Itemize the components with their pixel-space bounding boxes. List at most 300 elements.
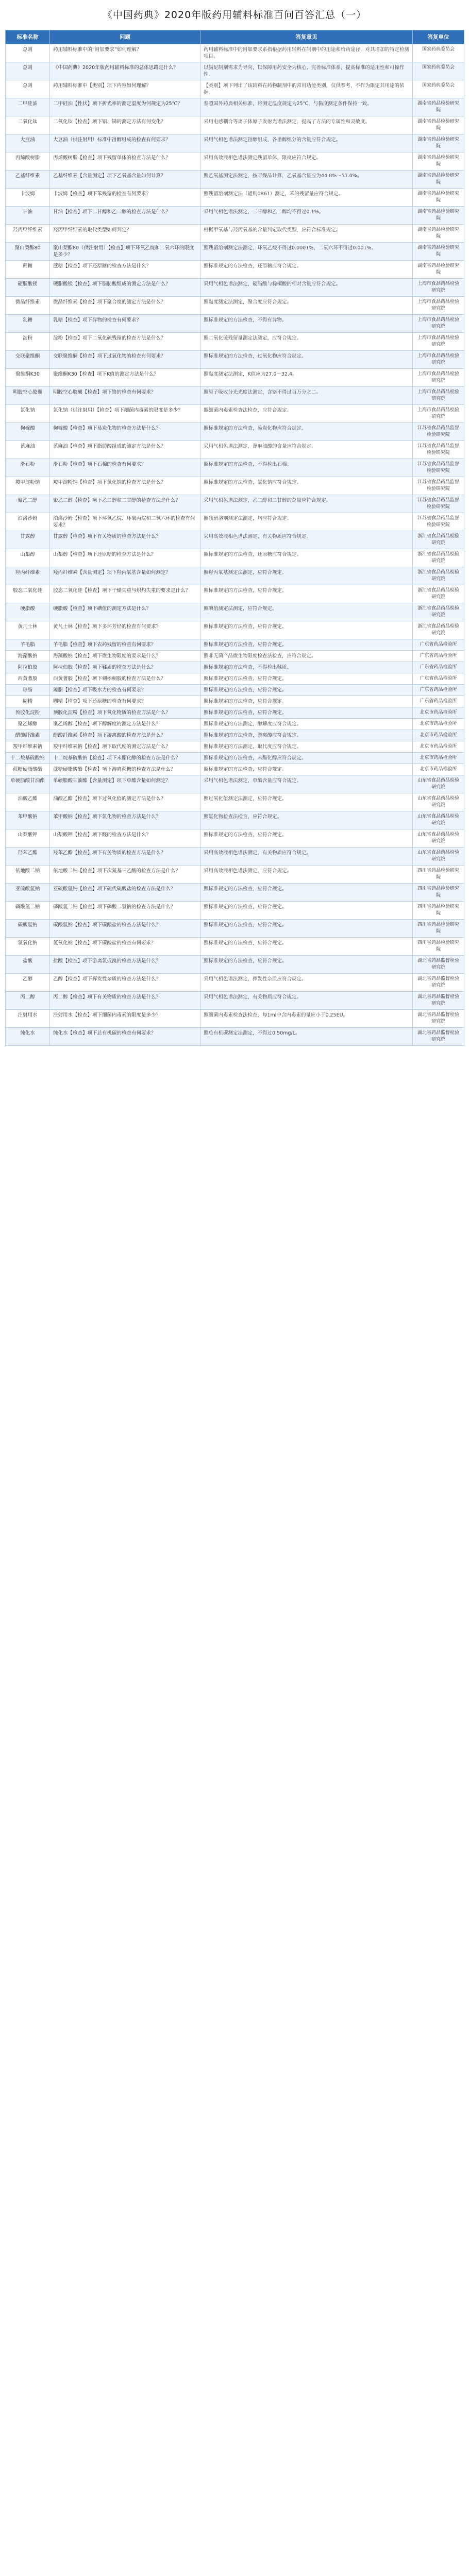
table-row [6,459,464,477]
source-cell: 山东省食品药品检验研究院 [413,793,464,811]
source-cell: 浙江省食品药品检验研究院 [413,603,464,621]
question-cell: 注射用水【检查】项下细菌内毒素的限度是多少？ [50,1010,200,1028]
table-row [6,793,464,811]
standard-name-cell: 羟苯乙酯 [6,848,50,866]
source-cell: 上海市食品药品检验研究院 [413,279,464,297]
table-row [6,225,464,243]
question-cell: 羟丙甲纤维素的取代类型如何判定？ [50,225,200,243]
table-row [6,1028,464,1046]
table-row [6,207,464,225]
question-cell: 药用辅料标准中的“附加要求”如何理解？ [50,44,200,62]
answer-cell: 采用气相色谱法测定，单酯含量应符合规定。 [200,775,413,793]
standard-name-cell: 琼脂 [6,685,50,696]
source-cell: 湖北省药品监督检验研究院 [413,956,464,974]
source-cell: 湖北省药品监督检验研究院 [413,1028,464,1046]
source-cell: 上海市食品药品检验研究院 [413,369,464,387]
standard-name-cell: 总则 [6,44,50,62]
question-cell: 聚乙烯醇【检查】项下醇解度的测定方法是什么？ [50,719,200,730]
table-row [6,775,464,793]
question-cell: 蔗糖硬脂酸酯【检查】项下游离蔗糖的检查方法是什么？ [50,764,200,775]
page-title: 《中国药典》2020年版药用辅料标准百问百答汇总（一） [102,9,367,21]
column-header-source: 答复单位 [413,30,464,44]
standard-name-cell: 蓖麻油 [6,441,50,459]
table-row [6,567,464,585]
answer-cell: 照碘值测定法测定，应符合规定。 [200,603,413,621]
question-cell: 山梨酸钾【检查】项下醛的检查方法是什么？ [50,829,200,848]
table-row [6,279,464,297]
answer-cell: 采用气相色谱法测定，二甘醇和乙二醇均不得过0.1%。 [200,207,413,225]
standard-name-cell: 十二烷基硫酸钠 [6,753,50,764]
source-cell: 北京市药品检验所 [413,741,464,753]
standard-name-cell: 甘油 [6,207,50,225]
answer-cell: 照标准规定的方法检查，应符合规定。 [200,920,413,938]
answer-cell: 采用气相色谱法测定，挥发性杂质应符合规定。 [200,974,413,992]
standard-name-cell: 大豆油 [6,134,50,152]
standard-name-cell: 羟丙甲纤维素 [6,225,50,243]
table-row [6,98,464,116]
standard-name-cell: 注射用水 [6,1010,50,1028]
standard-name-cell: 亚硫酸氢钠 [6,884,50,902]
table-row [6,884,464,902]
table-row [6,673,464,685]
question-cell: 蓖麻油【检查】项下脂肪酸组成的测定方法是什么？ [50,441,200,459]
answer-cell: 照标准规定的方法检查，应符合规定。 [200,639,413,651]
table-row [6,685,464,696]
answer-cell: 照标准规定的方法检查，应符合规定。 [200,829,413,848]
standard-name-cell: 山梨酸钾 [6,829,50,848]
source-cell: 湖北省药品监督检验研究院 [413,992,464,1010]
question-cell: 二甲硅油【性状】项下折光率的测定温度为何规定为25℃？ [50,98,200,116]
answer-cell: 照原子吸收分光光度法测定，含铬不得过百万分之二。 [200,387,413,405]
standard-name-cell: 总则 [6,62,50,80]
answer-cell: 照标准规定的方法检查，过氧化物应符合规定。 [200,351,413,369]
question-cell: 胶态二氧化硅【检查】项下干燥失重与炽灼失重的要求是什么？ [50,585,200,603]
table-row [6,662,464,673]
table-row [6,369,464,387]
source-cell: 湖南省药品检验研究院 [413,207,464,225]
question-cell: 乳糖【检查】项下异物的检查有何要求？ [50,315,200,333]
standard-name-cell: 总则 [6,80,50,98]
standard-name-cell: 聚乙烯醇 [6,719,50,730]
standard-name-cell: 羧甲纤维素钠 [6,741,50,753]
answer-cell: 照标准规定的方法检查，不得有异物。 [200,315,413,333]
source-cell: 浙江省食品药品检验研究院 [413,549,464,567]
question-cell: 羊毛脂【检查】项下农药残留的检查有何要求？ [50,639,200,651]
table-row [6,974,464,992]
question-cell: 亚硫酸氢钠【检查】项下硫代硫酸盐的检查方法是什么？ [50,884,200,902]
question-cell: 氢氧化钠【检查】项下碳酸盐的检查有何要求？ [50,938,200,956]
source-cell: 湖南省药品检验研究院 [413,225,464,243]
standard-name-cell: 甘露醇 [6,531,50,549]
standard-name-cell: 枸橼酸 [6,423,50,441]
answer-cell: 参照国外药典相关标准，将测定温度规定为25℃，与黏度测定条件保持一致。 [200,98,413,116]
source-cell: 广东省药品检验所 [413,651,464,662]
answer-cell: 采用高效液相色谱法测定残留单体，限度应符合规定。 [200,152,413,171]
source-cell: 湖北省药品监督检验研究院 [413,1010,464,1028]
table-row [6,189,464,207]
answer-cell: 照标准规定的方法测定，醇解度应符合规定。 [200,719,413,730]
source-cell: 山东省食品药品检验研究院 [413,775,464,793]
standard-name-cell: 苯甲酸钠 [6,811,50,829]
answer-cell: 照细菌内毒素检查法检查，应符合规定。 [200,405,413,423]
answer-cell: 采用气相色谱法测定甾醇组成，各甾醇组分的含量应符合规定。 [200,134,413,152]
source-cell: 四川省药品检验研究院 [413,938,464,956]
source-cell: 广东省药品检验所 [413,696,464,707]
table-row [6,261,464,279]
table-row [6,696,464,707]
standard-name-cell: 黄凡士林 [6,621,50,639]
standard-name-cell: 明胶空心胶囊 [6,387,50,405]
question-cell: 羧甲纤维素钠【检查】项下取代度的测定方法是什么？ [50,741,200,753]
source-cell: 北京市药品检验所 [413,730,464,741]
answer-cell: 照羟丙氧基测定法测定，应符合规定。 [200,567,413,585]
answer-cell: 照标准规定的方法检查，应符合规定。 [200,707,413,719]
source-cell: 江苏省食品药品监督检验研究院 [413,513,464,531]
question-cell: 磷酸氢二钠【检查】项下磷酸二氢钠的检查方法是什么？ [50,902,200,920]
answer-cell: 以满足制剂需求为导向，以保障用药安全为核心，完善标准体系，提高标准的适用性和可操作性。 [200,62,413,80]
question-cell: 大豆油（供注射用）标准中甾醇组成的检查有何要求？ [50,134,200,152]
answer-cell: 采用高效液相色谱法测定，有关物质应符合规定。 [200,848,413,866]
source-cell: 湖南省药品检验研究院 [413,261,464,279]
standard-name-cell: 二氧化钛 [6,116,50,134]
question-cell: 枸橼酸【检查】项下易炭化物的检查方法是什么？ [50,423,200,441]
answer-cell: 照二氧化硫残留量测定法测定，应符合规定。 [200,333,413,351]
source-cell: 江苏省食品药品监督检验研究院 [413,441,464,459]
source-cell: 四川省药品检验研究院 [413,866,464,884]
standard-name-cell: 聚山梨酯80 [6,243,50,261]
table-row [6,651,464,662]
table-row [6,513,464,531]
standard-name-cell: 碳酸氢钠 [6,920,50,938]
standard-name-cell: 磷酸氢二钠 [6,902,50,920]
standard-name-cell: 蔗糖 [6,261,50,279]
answer-cell: 照标准规定的方法检查，氯化钠应符合规定。 [200,477,413,495]
question-cell: 丙二醇【检查】项下有关物质的检查方法是什么？ [50,992,200,1010]
table-row [6,764,464,775]
standard-name-cell: 卡波姆 [6,189,50,207]
answer-cell: 采用气相色谱法测定，硬脂酸与棕榈酸的相对含量应符合规定。 [200,279,413,297]
source-cell: 四川省药品检验研究院 [413,902,464,920]
question-cell: 海藻酸钠【检查】项下微生物限度的要求是什么？ [50,651,200,662]
table-row [6,243,464,261]
question-cell: 《中国药典》2020年版药用辅料标准的总体思路是什么？ [50,62,200,80]
question-cell: 西黄蓍胶【检查】项下刺梧桐胶的检查方法是什么？ [50,673,200,685]
question-cell: 明胶空心胶囊【检查】项下铬的检查有何要求？ [50,387,200,405]
table-row [6,741,464,753]
question-cell: 淀粉【检查】项下二氧化硫残留的检查方法是什么？ [50,333,200,351]
question-cell: 甘油【检查】项下二甘醇和乙二醇的检查方法是什么？ [50,207,200,225]
answer-cell: 采用气相色谱法测定，有关物质应符合规定。 [200,992,413,1010]
table-row [6,549,464,567]
source-cell: 广东省药品检验所 [413,662,464,673]
answer-cell: 照标准规定的方法检查，还原糖应符合规定。 [200,261,413,279]
source-cell: 湖南省药品检验研究院 [413,152,464,171]
table-row [6,902,464,920]
answer-cell: 照细菌内毒素检查法检查，每1ml中含内毒素的量应小于0.25EU。 [200,1010,413,1028]
table-row [6,829,464,848]
source-cell: 浙江省食品药品检验研究院 [413,567,464,585]
question-cell: 羧甲淀粉钠【检查】项下氯化钠的检查方法是什么？ [50,477,200,495]
answer-cell: 照标准规定的方法检查，应符合规定。 [200,685,413,696]
source-cell: 广东省药品检验所 [413,673,464,685]
qa-table [5,30,464,1046]
answer-cell: 照标准规定的方法检查，不得检出石棉。 [200,459,413,477]
standard-name-cell: 硬脂酸 [6,603,50,621]
question-cell: 蔗糖【检查】项下还原糖的检查方法是什么？ [50,261,200,279]
standard-name-cell: 依地酸二钠 [6,866,50,884]
table-row [6,956,464,974]
source-cell: 四川省药品检验研究院 [413,884,464,902]
table-row [6,405,464,423]
source-cell: 湖南省药品检验研究院 [413,134,464,152]
table-row [6,333,464,351]
table-row [6,848,464,866]
question-cell: 苯甲酸钠【检查】项下氯化物的检查方法是什么？ [50,811,200,829]
question-cell: 泊洛沙姆【检查】项下环氧乙烷、环氧丙烷和二氧六环的检查有何要求？ [50,513,200,531]
question-cell: 滑石粉【检查】项下石棉的检查有何要求？ [50,459,200,477]
table-row [6,44,464,62]
question-cell: 纯化水【检查】项下总有机碳的检查有何要求？ [50,1028,200,1046]
standard-name-cell: 交联聚维酮 [6,351,50,369]
question-cell: 微晶纤维素【检查】项下聚合度的测定方法是什么？ [50,297,200,315]
question-cell: 卡波姆【检查】项下苯残留的检查有何要求？ [50,189,200,207]
standard-name-cell: 山梨醇 [6,549,50,567]
question-cell: 依地酸二钠【检查】项下次氮基三乙酸的检查方法是什么？ [50,866,200,884]
column-header-question: 问题 [50,30,200,44]
table-row [6,477,464,495]
standard-name-cell: 盐酸 [6,956,50,974]
source-cell: 广东省药品检验所 [413,639,464,651]
standard-name-cell: 微晶纤维素 [6,297,50,315]
question-cell: 阿拉伯胶【检查】项下鞣质的检查方法是什么？ [50,662,200,673]
standard-name-cell: 阿拉伯胶 [6,662,50,673]
standard-name-cell: 乙醇 [6,974,50,992]
source-cell: 江苏省食品药品监督检验研究院 [413,495,464,513]
source-cell: 上海市食品药品检验研究院 [413,351,464,369]
answer-cell: 照标准规定的方法检查，游离酸应符合规定。 [200,730,413,741]
question-cell: 甘露醇【检查】项下有关物质的检查方法是什么？ [50,531,200,549]
table-row [6,351,464,369]
question-cell: 糊精【检查】项下还原糖的检查有何要求？ [50,696,200,707]
standard-name-cell: 乙基纤维素 [6,171,50,189]
table-row [6,171,464,189]
table-row [6,603,464,621]
answer-cell: 采用高效液相色谱法测定，有关物质应符合规定。 [200,531,413,549]
table-row [6,811,464,829]
answer-cell: 照总有机碳测定法测定，不得过0.50mg/L。 [200,1028,413,1046]
table-row [6,441,464,459]
source-cell: 四川省药品检验研究院 [413,920,464,938]
source-cell: 山东省食品药品检验研究院 [413,848,464,866]
answer-cell: 【类别】项下列出了该辅料在药物制剂中的常用功能类别，仅供参考，不作为限定其用途的依据。 [200,80,413,98]
standard-name-cell: 蔗糖硬脂酸酯 [6,764,50,775]
answer-cell: 采用气相色谱法测定，蓖麻油酸的含量应符合规定。 [200,441,413,459]
question-cell: 羟丙纤维素【含量测定】项下羟丙氧基含量如何测定？ [50,567,200,585]
question-cell: 十二烷基硫酸钠【检查】项下未酯化醇的检查方法是什么？ [50,753,200,764]
source-cell: 山东省食品药品检验研究院 [413,811,464,829]
question-cell: 二氧化钛【检查】项下铝、锑的测定方法有何变化？ [50,116,200,134]
source-cell: 广东省药品检验所 [413,685,464,696]
answer-cell: 照过氧化值测定法测定，应符合规定。 [200,793,413,811]
standard-name-cell: 醋酸纤维素 [6,730,50,741]
answer-cell: 照标准规定的方法检查，应符合规定。 [200,956,413,974]
standard-name-cell: 聚维酮K30 [6,369,50,387]
answer-cell: 照残留溶剂测定法测定，均应符合规定。 [200,513,413,531]
source-cell: 国家药典委员会 [413,80,464,98]
source-cell: 浙江省食品药品检验研究院 [413,621,464,639]
source-cell: 湖南省药品检验研究院 [413,171,464,189]
standard-name-cell: 预胶化淀粉 [6,707,50,719]
standard-name-cell: 硬脂酸镁 [6,279,50,297]
source-cell: 北京市药品检验所 [413,707,464,719]
standard-name-cell: 羧甲淀粉钠 [6,477,50,495]
question-cell: 单硬脂酸甘油酯【含量测定】项下单酯含量如何测定？ [50,775,200,793]
question-cell: 预胶化淀粉【检查】项下氧化物质的检查方法是什么？ [50,707,200,719]
question-cell: 油酸乙酯【检查】项下过氧化值的测定方法是什么？ [50,793,200,811]
table-row [6,866,464,884]
table-row [6,707,464,719]
answer-cell: 药用辅料标准中的附加要求系指根据药用辅料在制剂中的用途和给药途径，对其增加的特定检测项目。 [200,44,413,62]
answer-cell: 照标准规定的方法检查，应符合规定。 [200,585,413,603]
standard-name-cell: 氯化钠 [6,405,50,423]
table-row [6,423,464,441]
standard-name-cell: 乳糖 [6,315,50,333]
question-cell: 丙烯酸树脂【检查】项下残留单体的检查方法是什么？ [50,152,200,171]
question-cell: 乙基纤维素【含量测定】项下乙氧基含量如何计算？ [50,171,200,189]
table-row [6,621,464,639]
source-cell: 浙江省食品药品检验研究院 [413,531,464,549]
column-header-standard: 标准名称 [6,30,50,44]
standard-name-cell: 糊精 [6,696,50,707]
source-cell: 上海市食品药品检验研究院 [413,297,464,315]
table-row [6,753,464,764]
question-cell: 琼脂【检查】项下吸水力的检查有何要求？ [50,685,200,696]
source-cell: 江苏省食品药品监督检验研究院 [413,477,464,495]
question-cell: 聚山梨酯80（供注射用）【检查】项下环氧乙烷和二氧六环的限度是多少？ [50,243,200,261]
source-cell: 浙江省食品药品检验研究院 [413,585,464,603]
source-cell: 湖南省药品检验研究院 [413,189,464,207]
question-cell: 乙醇【检查】项下挥发性杂质的检查方法是什么？ [50,974,200,992]
answer-cell: 照标准规定的方法检查，应符合规定。 [200,902,413,920]
table-row [6,938,464,956]
standard-name-cell: 淀粉 [6,333,50,351]
standard-name-cell: 海藻酸钠 [6,651,50,662]
question-cell: 盐酸【检查】项下游离氯或溴的检查方法是什么？ [50,956,200,974]
answer-cell: 照标准规定的方法检查，应符合规定。 [200,621,413,639]
table-header-row [6,30,464,44]
answer-cell: 照标准规定的方法检查，未酯化醇应符合规定。 [200,753,413,764]
table-row [6,730,464,741]
source-cell: 江苏省食品药品监督检验研究院 [413,423,464,441]
standard-name-cell: 丙烯酸树脂 [6,152,50,171]
source-cell: 湖南省药品检验研究院 [413,98,464,116]
standard-name-cell: 油酸乙酯 [6,793,50,811]
standard-name-cell: 二甲硅油 [6,98,50,116]
table-row [6,639,464,651]
answer-cell: 照黏度测定法测定，聚合度应符合规定。 [200,297,413,315]
source-cell: 山东省食品药品检验研究院 [413,829,464,848]
answer-cell: 照标准规定的方法检查，应符合规定。 [200,673,413,685]
source-cell: 上海市食品药品检验研究院 [413,405,464,423]
source-cell: 上海市食品药品检验研究院 [413,387,464,405]
standard-name-cell: 丙二醇 [6,992,50,1010]
question-cell: 山梨醇【检查】项下还原糖的检查方法是什么？ [50,549,200,567]
table-row [6,152,464,171]
answer-cell: 照残留溶剂测定法测定，环氧乙烷不得过0.0001%，二氧六环不得过0.001%。 [200,243,413,261]
table-row [6,1010,464,1028]
table-row [6,585,464,603]
source-cell: 湖北省药品监督检验研究院 [413,974,464,992]
question-cell: 氯化钠（供注射用）【检查】项下细菌内毒素的限度是多少？ [50,405,200,423]
standard-name-cell: 羟丙纤维素 [6,567,50,585]
standard-name-cell: 西黄蓍胶 [6,673,50,685]
source-cell: 上海市食品药品检验研究院 [413,333,464,351]
source-cell: 北京市药品检验所 [413,753,464,764]
standard-name-cell: 氢氧化钠 [6,938,50,956]
standard-name-cell: 胶态二氧化硅 [6,585,50,603]
source-cell: 湖南省药品检验研究院 [413,116,464,134]
answer-cell: 照乙氧基测定法测定，按干燥品计算，乙氧基含量应为44.0%～51.0%。 [200,171,413,189]
standard-name-cell: 纯化水 [6,1028,50,1046]
table-row [6,80,464,98]
answer-cell: 照标准规定的方法检查，应符合规定。 [200,938,413,956]
question-cell: 聚乙二醇【检查】项下乙二醇和二甘醇的检查方法是什么？ [50,495,200,513]
table-row [6,116,464,134]
table-row [6,134,464,152]
question-cell: 药用辅料标准中【类别】项下内容如何理解？ [50,80,200,98]
table-body [6,44,464,1046]
question-cell: 硬脂酸【检查】项下碘值的测定方法是什么？ [50,603,200,621]
answer-cell: 采用高效液相色谱法测定，应符合规定。 [200,866,413,884]
source-cell: 上海市食品药品检验研究院 [413,315,464,333]
source-cell: 江苏省食品药品监督检验研究院 [413,459,464,477]
table-row [6,297,464,315]
question-cell: 羟苯乙酯【检查】项下有关物质的检查方法是什么？ [50,848,200,866]
answer-cell: 采用气相色谱法测定，乙二醇和二甘醇的总量应符合规定。 [200,495,413,513]
answer-cell: 照标准规定的方法检查，应符合规定。 [200,696,413,707]
answer-cell: 照标准规定的方法检查，还原糖应符合规定。 [200,549,413,567]
standard-name-cell: 单硬脂酸甘油酯 [6,775,50,793]
answer-cell: 照残留溶剂测定法（通则0861）测定，苯的残留量应符合规定。 [200,189,413,207]
table-row [6,719,464,730]
table-row [6,920,464,938]
table-row [6,387,464,405]
question-cell: 硬脂酸镁【检查】项下脂肪酸组成的测定方法是什么？ [50,279,200,297]
question-cell: 聚维酮K30【检查】项下K值的测定方法是什么？ [50,369,200,387]
question-cell: 交联聚维酮【检查】项下过氧化物的检查有何要求？ [50,351,200,369]
answer-cell: 照非无菌产品微生物限度检查法检查，应符合规定。 [200,651,413,662]
answer-cell: 照标准规定的方法检查，应符合规定。 [200,764,413,775]
source-cell: 北京市药品检验所 [413,764,464,775]
source-cell: 湖南省药品检验研究院 [413,243,464,261]
answer-cell: 照黏度测定法测定，K值应为27.0～32.4。 [200,369,413,387]
answer-cell: 照标准规定的方法检查，应符合规定。 [200,884,413,902]
answer-cell: 照标准规定的方法测定，取代度应符合规定。 [200,741,413,753]
column-header-answer: 答复意见 [200,30,413,44]
source-cell: 北京市药品检验所 [413,719,464,730]
source-cell: 国家药典委员会 [413,44,464,62]
answer-cell: 照氯化物检查法检查，应符合规定。 [200,811,413,829]
answer-cell: 照标准规定的方法检查，不得检出鞣质。 [200,662,413,673]
question-cell: 碳酸氢钠【检查】项下碳酸盐的检查方法是什么？ [50,920,200,938]
answer-cell: 照标准规定的方法检查，易炭化物应符合规定。 [200,423,413,441]
source-cell: 国家药典委员会 [413,62,464,80]
table-row [6,531,464,549]
table-row [6,62,464,80]
table-row [6,315,464,333]
question-cell: 黄凡士林【检查】项下多环芳烃的检查有何要求？ [50,621,200,639]
answer-cell: 采用电感耦合等离子体原子发射光谱法测定，提高了方法的专属性和灵敏度。 [200,116,413,134]
